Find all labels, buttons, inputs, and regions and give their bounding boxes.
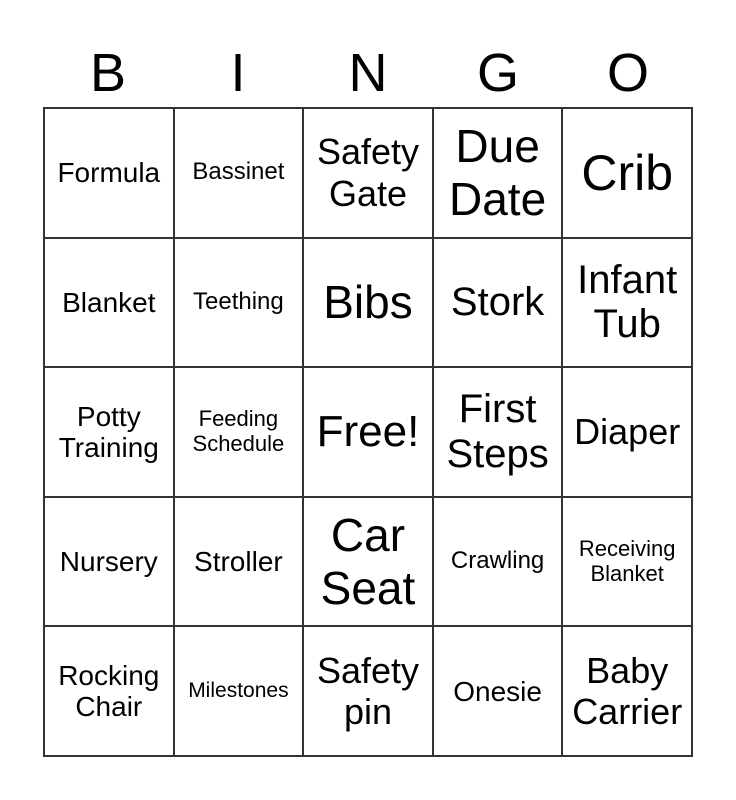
cell-text: First Steps (446, 387, 549, 476)
cell-text: Formula (57, 157, 161, 189)
cell-text: Stroller (194, 545, 283, 577)
cell-text: Safety pin (316, 649, 420, 733)
cell-text: Milestones (188, 679, 289, 703)
bingo-cell-crib[interactable] (563, 109, 693, 239)
cell-text: Feeding Schedule (192, 406, 285, 456)
cell-text: Onesie (453, 675, 542, 707)
cell-text: Diaper (574, 411, 681, 453)
cell-text: Safety Gate (316, 131, 420, 214)
cell-text: Rocking Chair (58, 659, 160, 723)
cell-text: Crib (581, 144, 674, 201)
header-letter-g: G (476, 43, 519, 103)
bingo-cell-crawling[interactable] (434, 498, 564, 628)
cell-text: Teething (193, 287, 284, 315)
cell-text: Potty Training (58, 400, 159, 463)
bingo-cell-stork[interactable] (434, 239, 564, 369)
bingo-cell-blanket[interactable] (45, 239, 175, 369)
cell-text: Free! (316, 407, 420, 457)
cell-text: Receiving Blanket (578, 535, 676, 586)
bingo-cell-bassinet[interactable] (175, 109, 305, 239)
bingo-grid (43, 107, 693, 757)
header-letter-o: O (606, 43, 649, 103)
bingo-cell-potty-training[interactable] (45, 368, 175, 498)
bingo-cell-due-date[interactable] (434, 109, 564, 239)
bingo-cell-receiving-blanket[interactable] (563, 498, 693, 628)
bingo-cell-diaper[interactable] (563, 368, 693, 498)
cell-text: Bassinet (192, 158, 285, 186)
bingo-cell-teething[interactable] (175, 239, 305, 369)
cell-text: Infant Tub (577, 257, 678, 347)
bingo-cell-car-seat[interactable] (304, 498, 434, 628)
header-letter-b: B (89, 43, 127, 103)
bingo-cell-nursery[interactable] (45, 498, 175, 628)
bingo-cell-baby-carrier[interactable] (563, 627, 693, 757)
cell-text: Car Seat (320, 508, 416, 614)
bingo-cell-stroller[interactable] (175, 498, 305, 628)
bingo-header (43, 40, 693, 106)
cell-text: Due Date (449, 119, 547, 225)
header-letter-i: I (230, 43, 246, 103)
bingo-cell-feeding-schedule[interactable] (175, 368, 305, 498)
bingo-cell-free[interactable] (304, 368, 434, 498)
bingo-cell-milestones[interactable] (175, 627, 305, 757)
cell-text: Baby Carrier (572, 649, 683, 733)
cell-text: Stork (450, 279, 545, 324)
bingo-cell-infant-tub[interactable] (563, 239, 693, 369)
cell-text: Bibs (323, 275, 413, 328)
cell-text: Crawling (450, 547, 545, 575)
bingo-cell-safety-gate[interactable] (304, 109, 434, 239)
cell-text: Blanket (62, 286, 156, 318)
bingo-cell-bibs[interactable] (304, 239, 434, 369)
cell-text: Nursery (59, 545, 158, 577)
bingo-cell-rocking-chair[interactable] (45, 627, 175, 757)
header-letter-n: N (348, 43, 388, 103)
bingo-cell-formula[interactable] (45, 109, 175, 239)
bingo-cell-onesie[interactable] (434, 627, 564, 757)
bingo-cell-first-steps[interactable] (434, 368, 564, 498)
bingo-cell-safety-pin[interactable] (304, 627, 434, 757)
